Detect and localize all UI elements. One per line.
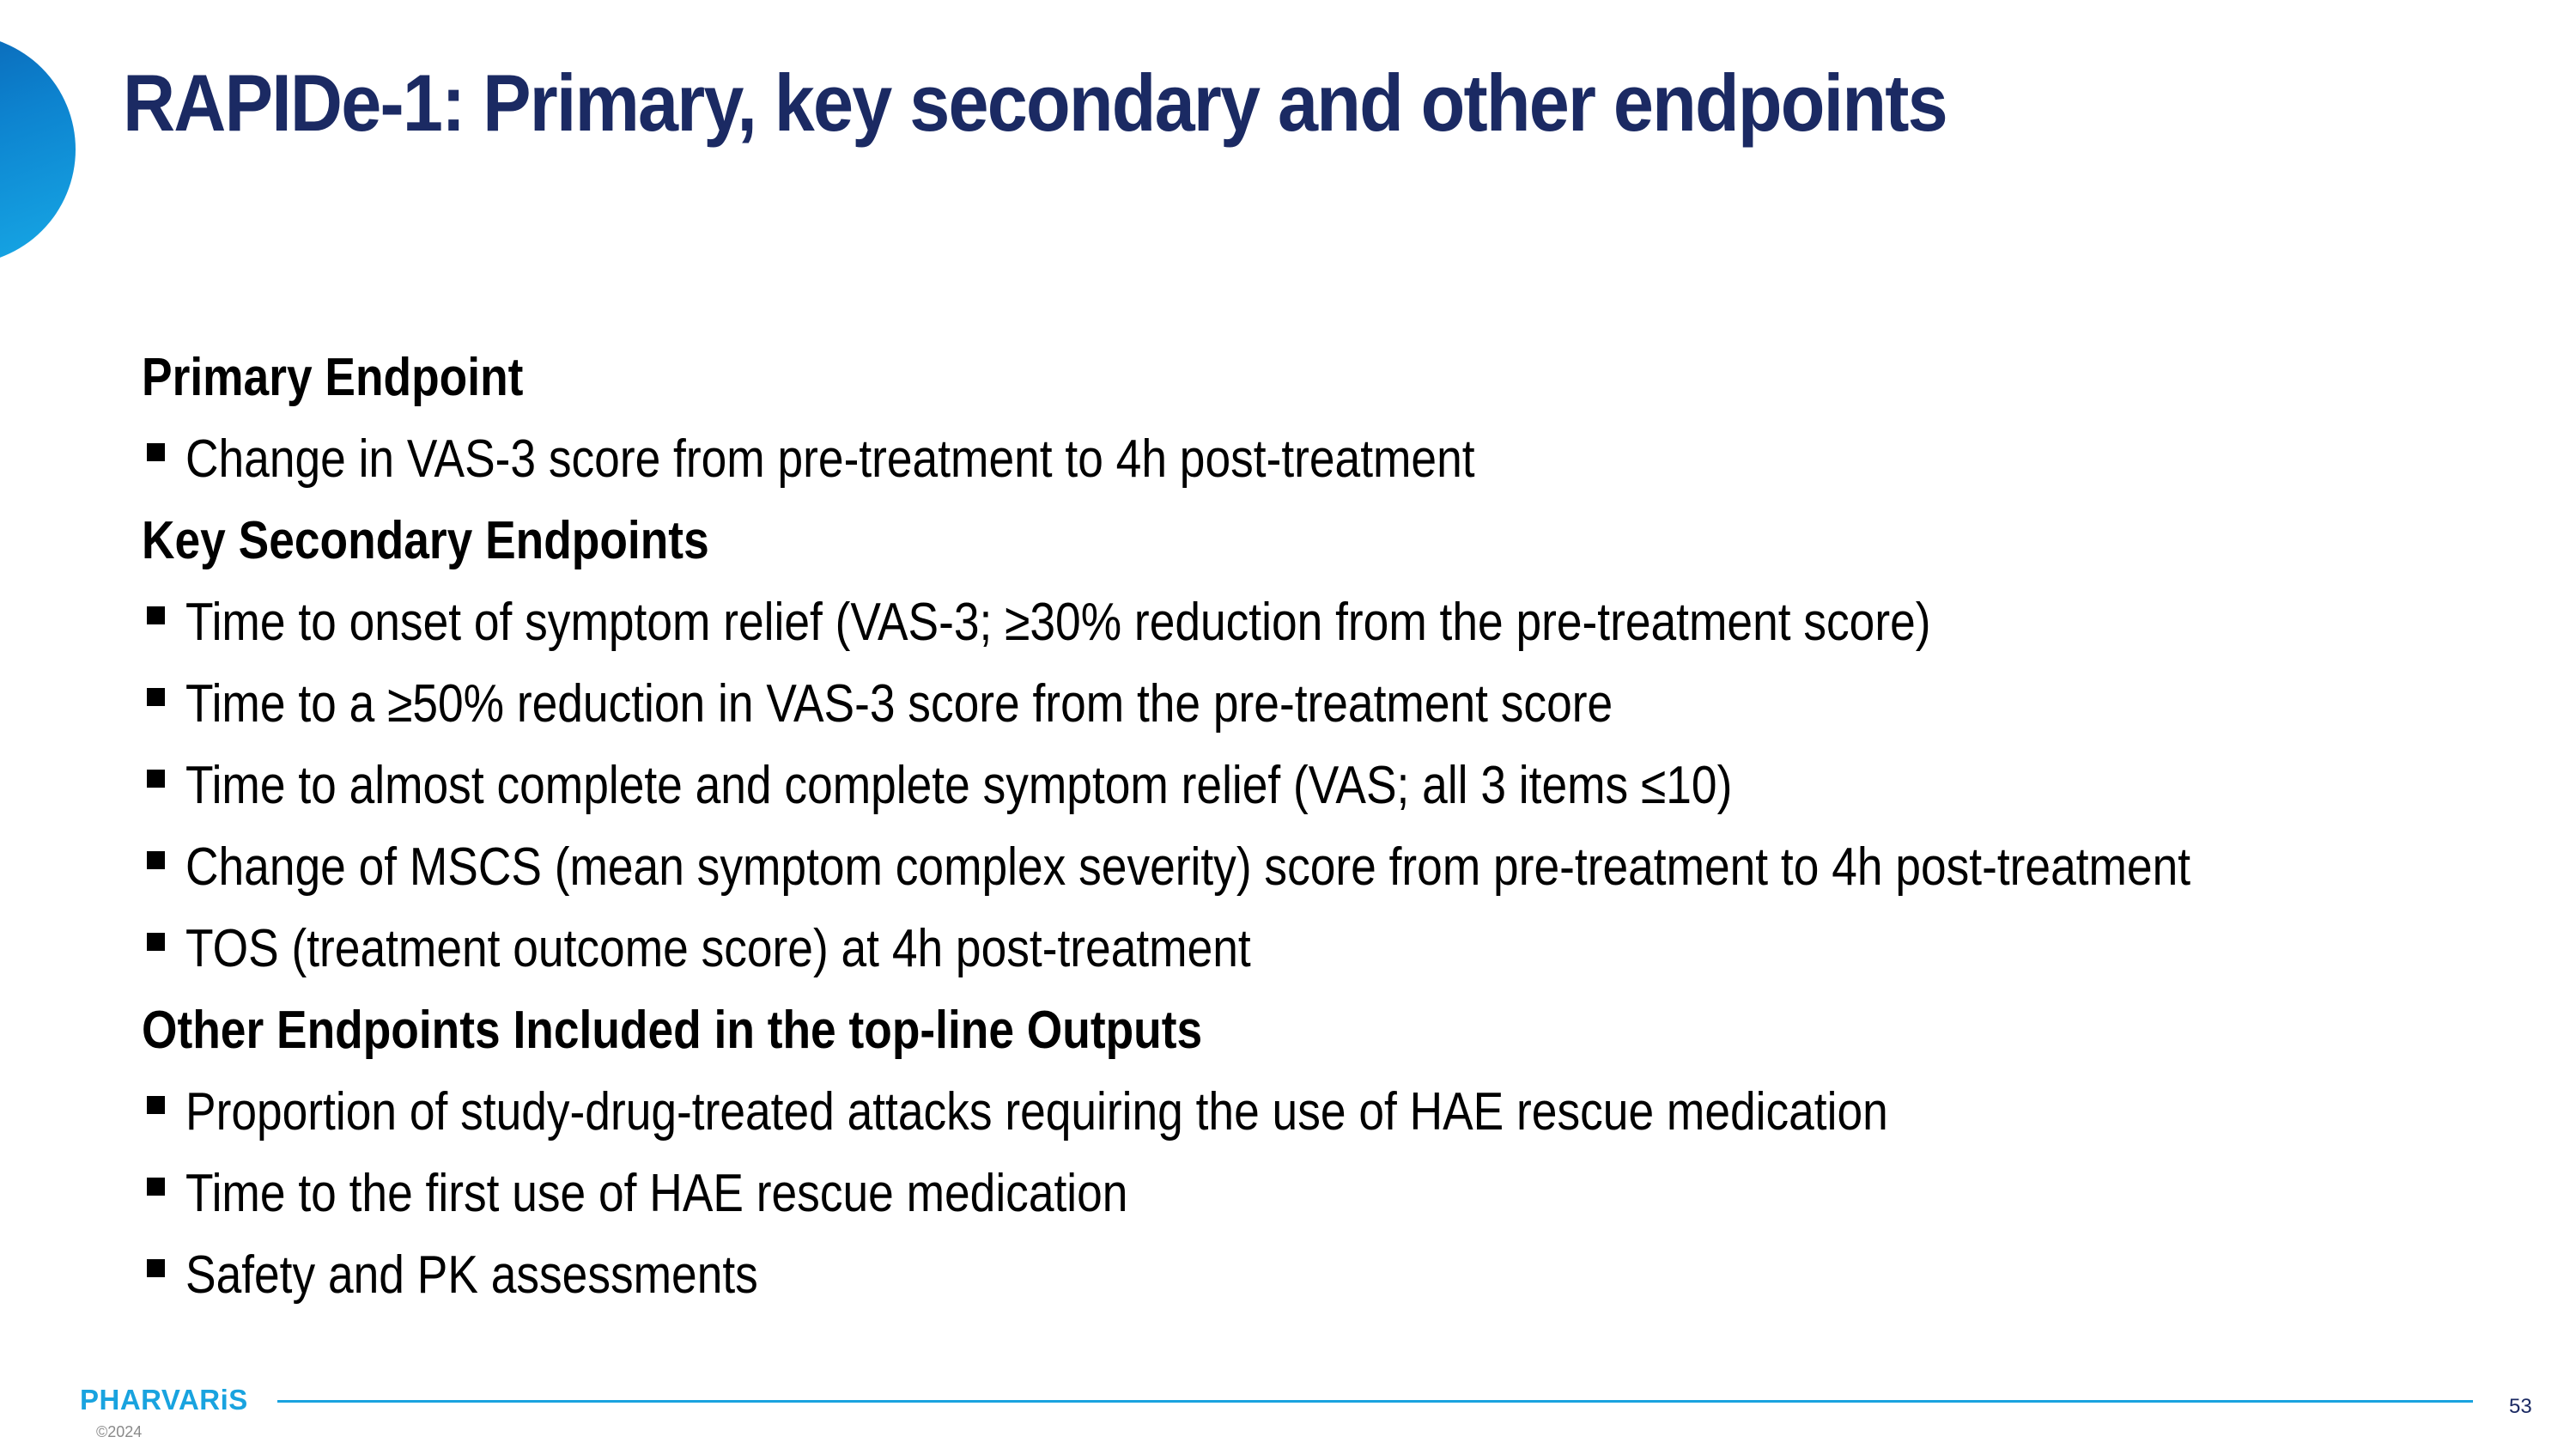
bullet-item — [142, 908, 2460, 989]
square-bullet-icon — [147, 1259, 165, 1277]
square-bullet-icon — [147, 1096, 165, 1114]
section-heading-other: Other Endpoints Included in the top-line Outputs — [142, 1001, 1203, 1060]
endpoints-content — [142, 337, 2460, 1316]
section-heading-primary: Primary Endpoint — [142, 348, 524, 407]
bullet-text: Time to onset of symptom relief (VAS-3; ≥30% reduction from the pre-treatment score) — [185, 593, 1931, 652]
bullet-item — [142, 1071, 2460, 1153]
square-bullet-icon — [147, 606, 165, 624]
bullet-text: Time to the first use of HAE rescue medication — [185, 1164, 1128, 1223]
copyright-text: ©2024 — [96, 1423, 143, 1440]
bullet-item — [142, 581, 2460, 663]
bullet-item — [142, 663, 2460, 745]
bullet-item — [142, 826, 2460, 908]
bullet-item — [142, 1153, 2460, 1234]
bullet-text: Safety and PK assessments — [185, 1245, 758, 1305]
page-number: 53 — [2509, 1395, 2532, 1418]
square-bullet-icon — [147, 851, 165, 869]
footer-divider — [277, 1400, 2473, 1403]
bullet-text: Proportion of study-drug-treated attacks requiring the use of HAE rescue medication — [185, 1082, 1888, 1142]
bullet-text: Time to a ≥50% reduction in VAS-3 score from the pre-treatment score — [185, 674, 1613, 734]
square-bullet-icon — [147, 688, 165, 706]
square-bullet-icon — [147, 1178, 165, 1196]
bullet-text: TOS (treatment outcome score) at 4h post-treatment — [185, 919, 1251, 978]
bullet-item — [142, 745, 2460, 826]
square-bullet-icon — [147, 443, 165, 461]
section-heading-key-secondary: Key Secondary Endpoints — [142, 511, 709, 570]
square-bullet-icon — [147, 933, 165, 951]
pharvaris-logo: PHARVARiS — [80, 1384, 248, 1416]
bullet-text: Time to almost complete and complete symptom relief (VAS; all 3 items ≤10) — [185, 756, 1733, 815]
bullet-item — [142, 1234, 2460, 1316]
square-bullet-icon — [147, 770, 165, 788]
bullet-item — [142, 418, 2460, 500]
slide-title: RAPIDe-1: Primary, key secondary and other endpoints — [123, 58, 1947, 148]
bullet-text: Change in VAS-3 score from pre-treatment to 4h post-treatment — [185, 429, 1475, 489]
bullet-text: Change of MSCS (mean symptom complex severity) score from pre-treatment to 4h post-treatment — [185, 837, 2191, 897]
corner-accent-shape — [0, 34, 76, 265]
